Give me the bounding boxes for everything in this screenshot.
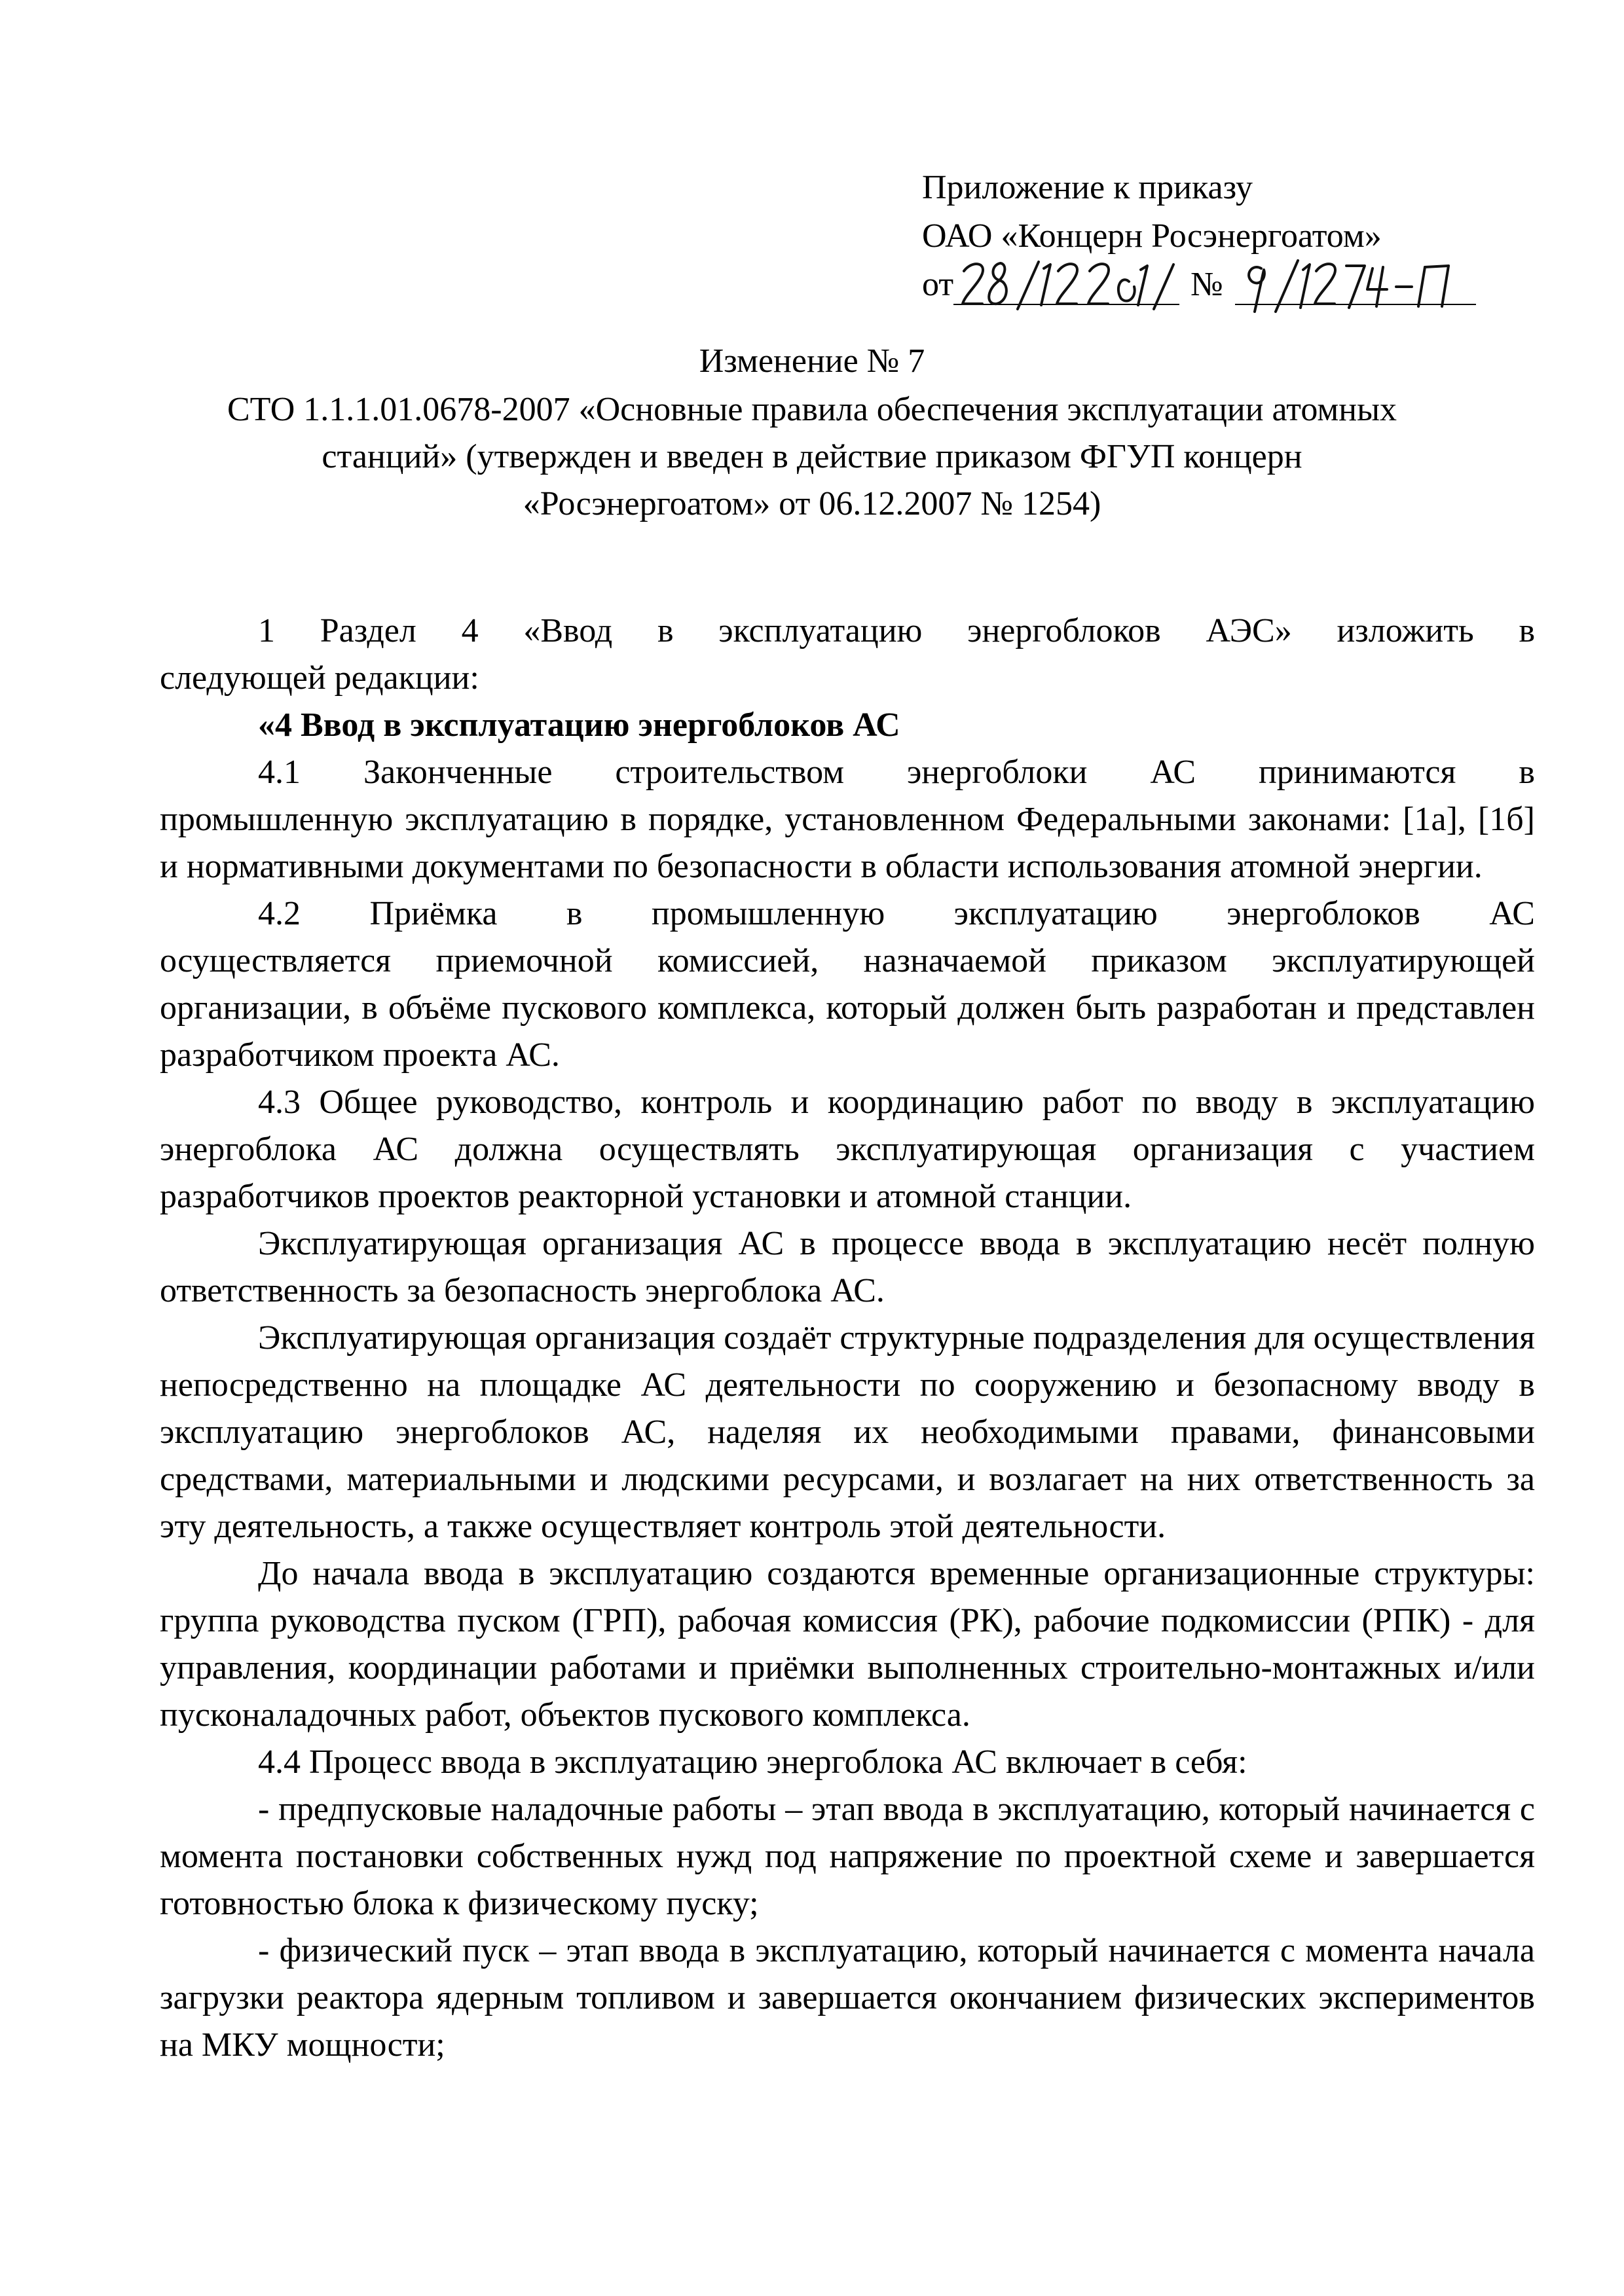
paragraph-4-1-first-line: [160, 749, 1535, 796]
item-1-first-line: [160, 608, 1535, 655]
standard-title-line-2: станций» (утвержден и введен в действие приказом ФГУП концерн: [322, 438, 1302, 475]
paragraph-4-1-word: энергоблоки: [906, 754, 1088, 791]
paragraph-4-2-rest: осуществляется приемочной комиссией, назначаемой приказом эксплуатирующей организации, в объёме пускового комплекса, который должен быть разработан и представлен разработчиком проекта АС.: [160, 942, 1535, 1074]
paragraph-4-4-item-physical-start: - физический пуск – этап ввода в эксплуатацию, который начинается с момента начала загрузки реактора ядерным топливом и завершается окончанием физических экспериментов на МКУ мощности;: [160, 1932, 1535, 2064]
paragraph-4-4-item-pre-start: - предпусковые наладочные работы – этап ввода в эксплуатацию, который начинается с момента постановки собственных нужд под напряжение по проектной схеме и завершается готовностью блока к физическому пуску;: [160, 1791, 1535, 1922]
section-4-heading: «4 Ввод в эксплуатацию энергоблоков АС: [258, 706, 900, 744]
item-1-word: в: [657, 612, 674, 649]
paragraph-4-1-word: строительством: [615, 754, 845, 791]
item-1-word: Раздел: [320, 612, 416, 649]
paragraph-4-2-word: АС: [1489, 895, 1535, 932]
item-1-word: изложить: [1337, 612, 1474, 649]
paragraph-4-2-word: 4.2: [258, 895, 301, 932]
paragraph-4-2-word: эксплуатацию: [953, 895, 1158, 932]
number-prefix: №: [1190, 266, 1223, 303]
date-prefix: от: [922, 266, 954, 303]
paragraph-4-2-word: Приёмка: [369, 895, 498, 932]
paragraph-structural-units: Эксплуатирующая организация создаёт структурные подразделения для осуществления непосредственно на площадке АС деятельности по сооружению и безопасному вводу в эксплуатацию энергоблоков АС, наделяя их необходимыми правами, финансовыми средствами, материальными и людскими ресурсами, и возлагает на них ответственность за эту деятельность, а также осуществляет контроль этой деятельности.: [160, 1319, 1535, 1545]
item-1-word: энергоблоков: [967, 612, 1161, 649]
appendix-line-1: Приложение к приказу: [922, 169, 1253, 206]
paragraph-temporary-structures: До начала ввода в эксплуатацию создаются временные организационные структуры: группа руководства пуском (ГРП), рабочая комиссия (РК), рабочие подкомиссии (РПК) - для управления, координации работами и приёмки выполненных строительно-монтажных и/или пусконаладочных работ, объектов пускового комплекса.: [160, 1555, 1535, 1734]
paragraph-4-2-word: промышленную: [651, 895, 885, 932]
paragraph-responsibility: Эксплуатирующая организация АС в процессе ввода в эксплуатацию несёт полную ответственность за безопасность энергоблока АС.: [160, 1225, 1535, 1309]
item-1-number: 1: [258, 612, 275, 649]
change-title: Изменение № 7: [699, 342, 925, 380]
paragraph-4-1-word: АС: [1150, 754, 1196, 791]
paragraph-4-2-word: в: [566, 895, 583, 932]
item-1-word: «Ввод: [523, 612, 613, 649]
item-1-word: эксплуатацию: [718, 612, 923, 649]
standard-title-line-1: СТО 1.1.1.01.0678-2007 «Основные правила обеспечения эксплуатации атомных: [227, 391, 1397, 428]
paragraph-4-2-first-line: [160, 890, 1535, 938]
paragraph-4-1-word: принимаются: [1258, 754, 1456, 791]
handwritten-date-drawing: [960, 249, 1183, 321]
paragraph-4-2-word: энергоблоков: [1227, 895, 1420, 932]
appendix-block: [922, 164, 1577, 313]
item-1-word: АЭС»: [1206, 612, 1292, 649]
item-1-tail: следующей редакции:: [160, 659, 479, 697]
standard-title-line-3: «Росэнергоатом» от 06.12.2007 № 1254): [523, 485, 1101, 522]
item-1-word: 4: [461, 612, 479, 649]
paragraph-4-4: 4.4 Процесс ввода в эксплуатацию энергоблока АС включает в себя:: [258, 1743, 1247, 1781]
handwritten-number-drawing: [1235, 249, 1471, 321]
order-date-number-row: [922, 261, 1577, 313]
paragraph-4-1-word: 4.1: [258, 754, 301, 791]
appendix-line-2: ОАО «Концерн Росэнергоатом»: [922, 217, 1382, 255]
item-1-word: в: [1519, 612, 1535, 649]
paragraph-4-1-word: Законченные: [363, 754, 553, 791]
standard-title-block: [164, 386, 1460, 528]
paragraph-4-1-word: в: [1519, 754, 1535, 791]
paragraph-4-1-rest: промышленную эксплуатацию в порядке, установленном Федеральными законами: [1а], [1б] и нормативными документами по безопасности в области использования атомной энергии.: [160, 801, 1535, 885]
paragraph-4-3: 4.3 Общее руководство, контроль и координацию работ по вводу в эксплуатацию энергоблока АС должна осуществлять эксплуатирующая организация с участием разработчиков проектов реакторной установки и атомной станции.: [160, 1084, 1535, 1215]
body-text: [160, 608, 1535, 2069]
